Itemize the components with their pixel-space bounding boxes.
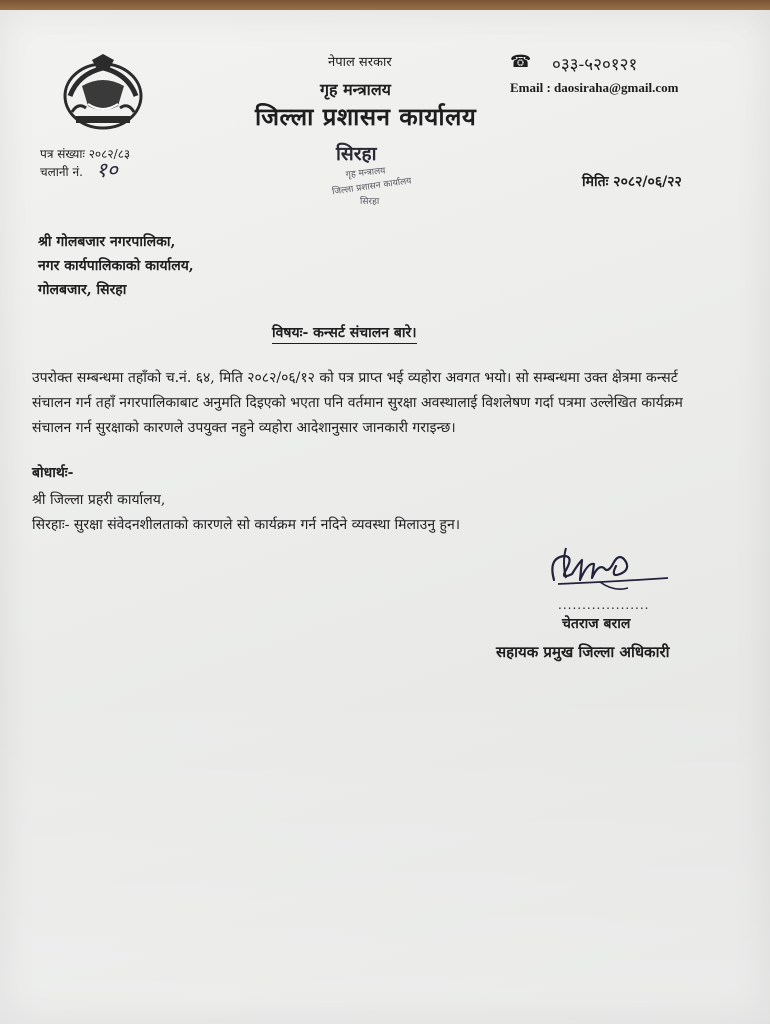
letter-number: पत्र संख्याः २०८२/८३ [40, 147, 131, 161]
stamp-line-1: सिरहा [336, 143, 377, 165]
cc-heading: बोधार्थः- [32, 465, 74, 481]
office-name: जिल्ला प्रशासन कार्यालय [255, 102, 477, 131]
office-stamp [318, 138, 438, 208]
nepal-emblem-icon [58, 52, 148, 132]
ministry-name: गृह मन्त्रालय [320, 80, 391, 99]
letter-subject: विषयः- कन्सर्ट संचालन बारे। [272, 323, 417, 344]
signatory-title: सहायक प्रमुख जिल्ला अधिकारी [496, 643, 670, 661]
dispatch-label: चलानी नं. [40, 165, 83, 179]
signature [540, 540, 670, 602]
letter-date: मितिः २०८२/०६/२२ [582, 174, 682, 190]
recipient-line-3: गोलबजार, सिरहा [38, 282, 127, 298]
stamp-line-3: जिल्ला प्रशासन कार्यालय [331, 176, 413, 198]
telephone-icon: ☎ [510, 52, 532, 72]
lighting-overlay [0, 680, 770, 1024]
cc-line-2: सिरहाः- सुरक्षा संवेदनशीलताको कारणले सो कार्यक्रम गर्न नदिने व्यवस्था मिलाउनु हुन। [32, 517, 461, 533]
cc-line-1: श्री जिल्ला प्रहरी कार्यालय, [32, 492, 166, 508]
dispatch-number: १० [96, 158, 118, 182]
phone-number: ०३३-५२०१२१ [552, 55, 638, 75]
signatory-name: चेतराज बराल [562, 616, 631, 632]
email-address: Email : daosiraha@gmail.com [510, 80, 679, 95]
letter-body: उपरोक्त सम्बन्धमा तहाँको च.नं. ६४, मिति २०८२/०६/१२ को पत्र प्राप्त भई व्यहोरा अवगत भयो। सो सम्बन्धमा उक्त क्षेत्रमा कन्सर्ट संचालन गर्न तहाँ नगरपालिकाबाट अनुमति दिइएको भएता पनि वर्तमान सुरक्षा अवस्थालाई विशलेषण गर्दा पत्रमा उल्लेखित कार्यक्रम संचालन गर्न सुरक्षाको कारणले उपयुक्त नहुने व्यहोरा आदेशानुसार जानकारी गराइन्छ। [32, 370, 683, 436]
recipient-line-1: श्री गोलबजार नगरपालिका, [38, 234, 176, 250]
signature-line: ................... [558, 598, 650, 612]
recipient-line-2: नगर कार्यपालिकाको कार्यालय, [38, 258, 194, 274]
stamp-line-2: गृह मन्त्रालय [345, 166, 386, 181]
government-name: नेपाल सरकार [328, 55, 392, 70]
stamp-line-4: सिरहा [360, 197, 380, 207]
